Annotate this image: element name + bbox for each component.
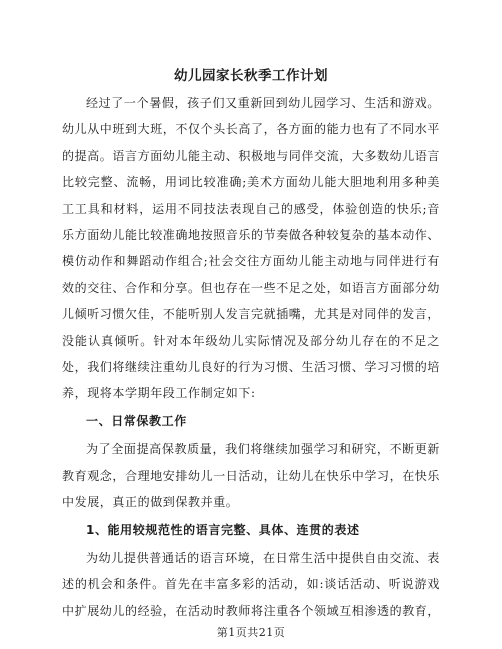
intro-paragraph: 经过了一个暑假，孩子们又重新回到幼儿园学习、生活和游戏。幼儿从中班到大班，不仅个头长高了，各方面的能力也有了不同水平的提高。语言方面幼儿能主动、积极地与同伴交流，大多数幼儿语言比较完整、流畅，用词比较准确;美术方面幼儿能大胆地利用多种美工工具和材料，运用不同技法表现自己的感受，体验创造的快乐;音乐方面幼儿能比较准确地按照音乐的节奏做各种较复杂的基本动作、模仿动作和舞蹈动作组合;社会交往方面幼儿能主动地与同伴进行有效的交往、合作和分享。但也存在一些不足之处，如语言方面部分幼儿倾听习惯欠佳，不能听别人发言完就插嘴，尤其是对同伴的发言，没能认真倾听。针对本年级幼儿实际情况及部分幼儿存在的不足之处，我们将继续注重幼儿良好的行为习惯、生活习惯、学习习惯的培养，现将本学期年段工作制定如下: <box>62 96 441 401</box>
page-number-footer: 第1页共21页 <box>216 626 286 639</box>
subsection-heading-language: 1、能用较规范性的语言完整、具体、连贯的表述 <box>86 522 360 537</box>
section-paragraph-daily-care: 为了全面提高保教质量，我们将继续加强学习和研究，不断更新教育观念，合理地安排幼儿一日活动，让幼儿在快乐中学习，在快乐中发展，真正的做到保教并重。 <box>62 442 441 510</box>
document-body <box>62 90 440 624</box>
section-heading-daily-care: 一、日常保教工作 <box>86 413 187 428</box>
subsection-paragraph-language: 为幼儿提供普通话的语言环境，在日常生活中提供自由交流、表述的机会和条件。首先在丰富多彩的活动，如:谈话活动、听说游戏中扩展幼儿的经验，在活动时教师将注重各个领域互相渗透的教育， <box>62 550 441 618</box>
document-title: 幼儿园家长秋季工作计划 <box>174 68 328 84</box>
